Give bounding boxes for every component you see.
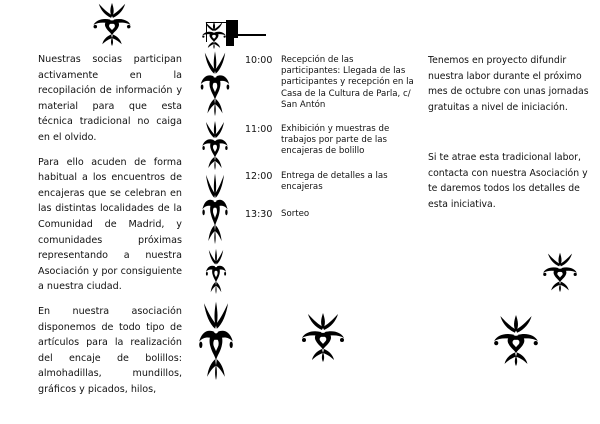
paragraph-socias: Nuestras socias participan activamente en la recopilación de información y material para que esta técnica tradicional no caiga en el olvido. xyxy=(38,54,182,143)
schedule-text: Exhibición y muestras de trabajos por parte de las encajeras de bolillo xyxy=(281,124,390,157)
schedule-text: Recepción de las participantes: Llegada de las participantes y recepción en la Casa de la Cultura de Parla, c/ San Antón xyxy=(281,55,414,110)
damask-ornament-icon xyxy=(198,50,232,116)
paragraph-articulos: En nuestra asociación disponemos de todo tipo de artículos para la realización del encaje de bolillos: almohadillas, mundillos, gráficos y picados, hilos, xyxy=(38,305,182,395)
schedule-time: 12:00 xyxy=(245,170,273,182)
schedule-list xyxy=(245,55,415,220)
damask-ornament-icon xyxy=(90,2,134,46)
fold-mark xyxy=(238,34,266,36)
paragraph-encuentros: Para ello acuden de forma habitual a los encuentros de encajeras que se celebran en las distintas localidades de la Comunidad de Madrid, y comunidades próximas representando a nuestra Asociación y por consiguiente a nuestra ciudad. xyxy=(38,156,182,293)
damask-ornament-icon xyxy=(204,248,228,294)
schedule-text: Entrega de detalles a las encajeras xyxy=(281,170,388,192)
schedule-text: Sorteo xyxy=(281,209,310,220)
schedule-time: 10:00 xyxy=(245,55,273,66)
damask-ornament-icon xyxy=(196,300,236,380)
schedule-item xyxy=(245,124,415,158)
schedule-item xyxy=(245,55,415,111)
schedule-time: 13:30 xyxy=(245,209,273,221)
damask-ornament-icon xyxy=(200,120,230,170)
schedule-item xyxy=(245,171,415,193)
damask-ornament-icon xyxy=(540,252,580,292)
damask-ornament-icon xyxy=(298,312,348,362)
paragraph-proyecto: Tenemos en proyecto difundir nuestra labor durante el próximo mes de octubre con unas jornadas gratuitas a nivel de iniciación. xyxy=(428,55,589,113)
paragraph-contacto: Si te atrae esta tradicional labor, contacta con nuestra Asociación y te daremos todos los detalles de esta iniciativa. xyxy=(428,152,588,210)
damask-ornament-icon xyxy=(490,314,542,366)
schedule-time: 11:00 xyxy=(245,124,273,136)
damask-ornament-icon xyxy=(200,20,228,50)
left-text-column xyxy=(38,52,182,406)
damask-ornament-icon xyxy=(200,172,230,244)
right-text-column xyxy=(428,53,592,115)
right-text-column xyxy=(428,150,592,212)
schedule-item xyxy=(245,209,415,220)
